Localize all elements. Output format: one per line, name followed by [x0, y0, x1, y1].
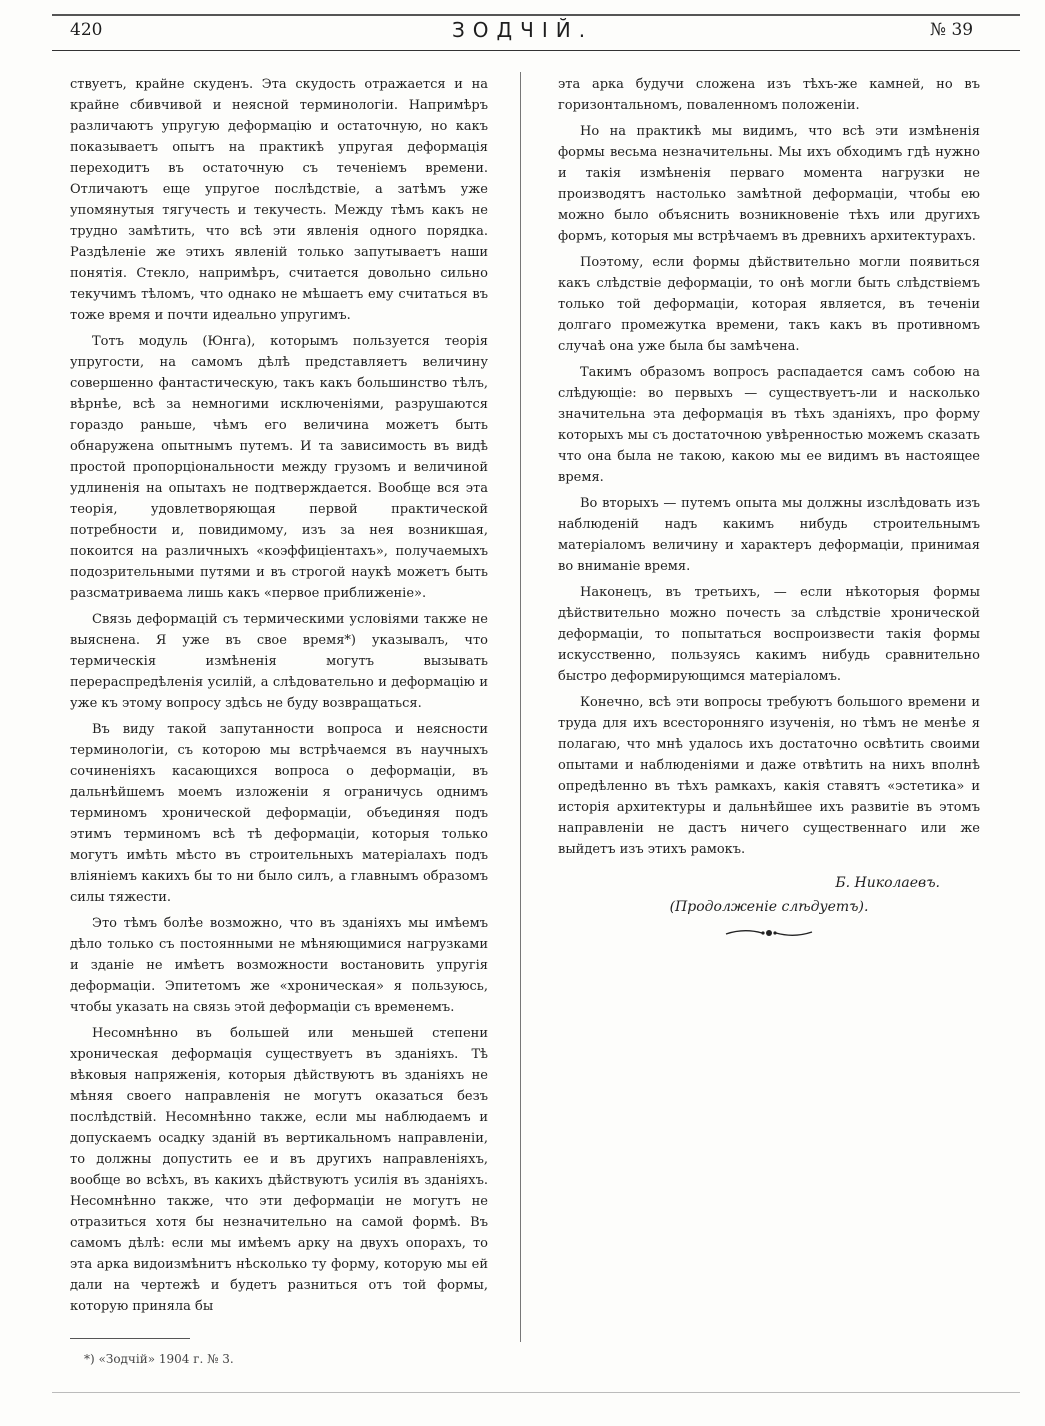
paragraph: Конечно, всѣ эти вопросы требуютъ большого времени и труда для ихъ всесторонняго изученія, но тѣмъ не менѣе я полагаю, что мнѣ удалось ихъ достаточно освѣтить своими опытами и наблюденіями и даже отвѣтить на нихъ вполнѣ опредѣленно въ тѣхъ рамкахъ, какія ставятъ «эстетика» и исторія архитектуры и дальнѣйшее ихъ развитіе въ этомъ направленіи не дастъ ничего существеннаго или же выйдетъ изъ этихъ рамокъ. — [558, 695, 980, 857]
ornament-flourish-icon — [724, 926, 814, 940]
paragraph: Въ виду такой запутанности вопроса и неясности терминологіи, съ которою мы встрѣчаемся въ научныхъ сочиненіяхъ касающихся вопроса о деформаціи, въ дальнѣйшемъ моемъ изложеніи я ограничусь однимъ терминомъ хронической деформаціи, объединяя подъ этимъ терминомъ всѣ тѣ деформаціи, которыя только могутъ имѣть мѣсто въ строительныхъ матеріалахъ подъ вліяніемъ какихъ бы то ни было силъ, а главнымъ образомъ силы тяжести. — [70, 722, 488, 905]
author-signature: Б. Николаевъ. — [835, 875, 940, 891]
footnote-rule — [70, 1338, 190, 1339]
left-column — [70, 74, 488, 1317]
page-bottom-rule — [52, 1392, 1020, 1393]
paragraph: Это тѣмъ болѣе возможно, что въ зданіяхъ мы имѣемъ дѣло только съ постоянными не мѣняющимися нагрузками и зданіе не имѣетъ возможности востановить упругія деформаціи. Эпитетомъ же «хроническая» я пользуюсь, чтобы указать на связь этой деформаціи съ временемъ. — [70, 916, 488, 1015]
issue-number: № 39 — [930, 20, 974, 40]
continuation-note: (Продолженіе слѣдуетъ). — [669, 899, 869, 915]
journal-title: ЗОДЧІЙ. — [451, 18, 594, 42]
paragraph: Связь деформацій съ термическими условіями также не выяснена. Я уже въ свое время*) указывалъ, что термическія измѣненія могутъ вызывать перераспредѣленія усилій, а слѣдовательно и деформацію и уже къ этому вопросу здѣсь не буду возвращаться. — [70, 612, 488, 711]
paragraph: эта арка будучи сложена изъ тѣхъ-же камней, но въ горизонтальномъ, поваленномъ положеніи. — [558, 77, 980, 113]
page-number: 420 — [70, 20, 103, 40]
right-column — [558, 74, 980, 940]
header-top-rule — [52, 14, 1020, 16]
paragraph: ствуетъ, крайне скуденъ. Эта скудость отражается и на крайне сбивчивой и неясной терминологіи. Напримѣръ различаютъ упругую деформацію и остаточную, но какъ показываетъ опытъ на практикѣ упругая деформація переходитъ въ остаточную съ теченіемъ времени. Отличаютъ еще упругое послѣдствіе, а затѣмъ уже упомянутыя тягучесть и текучесть. Между тѣмъ какъ не трудно замѣтить, что всѣ эти явленія одного порядка. Раздѣленіе же этихъ явленій только запутываетъ наши понятія. Стекло, напримѣръ, считается довольно сильно текучимъ тѣломъ, что однако не мѣшаетъ ему считаться въ тоже время и почти идеально упругимъ. — [70, 77, 488, 323]
header-bottom-rule — [52, 50, 1020, 51]
paragraph: Тотъ модуль (Юнга), которымъ пользуется теорія упругости, на самомъ дѣлѣ представляетъ величину совершенно фантастическую, такъ какъ большинство тѣлъ, вѣрнѣе, всѣ за немногими исключеніями, разрушаются гораздо раньше, чѣмъ его величина можетъ быть обнаружена опытнымъ путемъ. И та зависимость въ видѣ простой пропорціональности между грузомъ и величиной удлиненія на опытахъ не подтверждается. Вообще вся эта теорія, удовлетворяющая первой практической потребности и, повидимому, изъ за нея возникшая, покоится на различныхъ «коэффиціентахъ», получаемыхъ подозрительными путями и въ строгой наукѣ можетъ быть разсматриваема лишь какъ «первое приближеніе». — [70, 334, 488, 601]
paragraph: Поэтому, если формы дѣйствительно могли появиться какъ слѣдствіе деформаціи, то онѣ могли быть слѣдствіемъ только той деформаціи, которая является, въ теченіи долгаго промежутка времени, такъ какъ въ противномъ случаѣ она уже была бы замѣчена. — [558, 255, 980, 354]
paragraph: Наконецъ, въ третьихъ, — если нѣкоторыя формы дѣйствительно можно почесть за слѣдствіе хронической деформаціи, то попытаться воспроизвести такія формы искусственно, пользуясь какимъ нибудь сравнительно быстро деформирующимся матеріаломъ. — [558, 585, 980, 684]
paragraph: Такимъ образомъ вопросъ распадается самъ собою на слѣдующіе: во первыхъ — существуетъ-ли и насколько значительна эта деформація въ тѣхъ зданіяхъ, про форму которыхъ мы съ достаточною увѣренностью можемъ сказать что она была не такою, какою мы ее видимъ въ настоящее время. — [558, 365, 980, 485]
paragraph: Во вторыхъ — путемъ опыта мы должны изслѣдовать изъ наблюденій надъ какимъ нибудь строительнымъ матеріаломъ величину и характеръ деформаціи, принимая во вниманіе время. — [558, 496, 980, 574]
paragraph: Но на практикѣ мы видимъ, что всѣ эти измѣненія формы весьма незначительны. Мы ихъ обходимъ гдѣ нужно и такія измѣненія перваго момента нагрузки не производятъ настолько замѣтной деформаціи, чтобы ею можно было объяснить возникновеніе тѣхъ или другихъ формъ, которыя мы встрѣчаемъ въ древнихъ архитектурахъ. — [558, 124, 980, 244]
column-divider — [520, 72, 521, 1342]
footnote: *) «Зодчій» 1904 г. № 3. — [84, 1352, 234, 1366]
paragraph: Несомнѣнно въ большей или меньшей степени хроническая деформація существуетъ въ зданіяхъ. Тѣ вѣковыя напряженія, которыя дѣйствуютъ въ зданіяхъ не мѣняя своего направленія не могутъ оказаться безъ послѣдствій. Несомнѣнно также, если мы наблюдаемъ и допускаемъ осадку зданій въ вертикальномъ направленіи, то должны допустить ее и въ другихъ направленіяхъ, вообще во всѣхъ, въ какихъ дѣйствуютъ усилія въ зданіяхъ. Несомнѣнно также, что эти деформаціи не могутъ не отразиться хотя бы незначительно на самой формѣ. Въ самомъ дѣлѣ: если мы имѣемъ арку на двухъ опорахъ, то эта арка видоизмѣнитъ нѣсколько ту форму, которую мы ей дали на чертежѣ и будетъ разниться отъ той формы, которую приняла бы — [70, 1026, 488, 1314]
